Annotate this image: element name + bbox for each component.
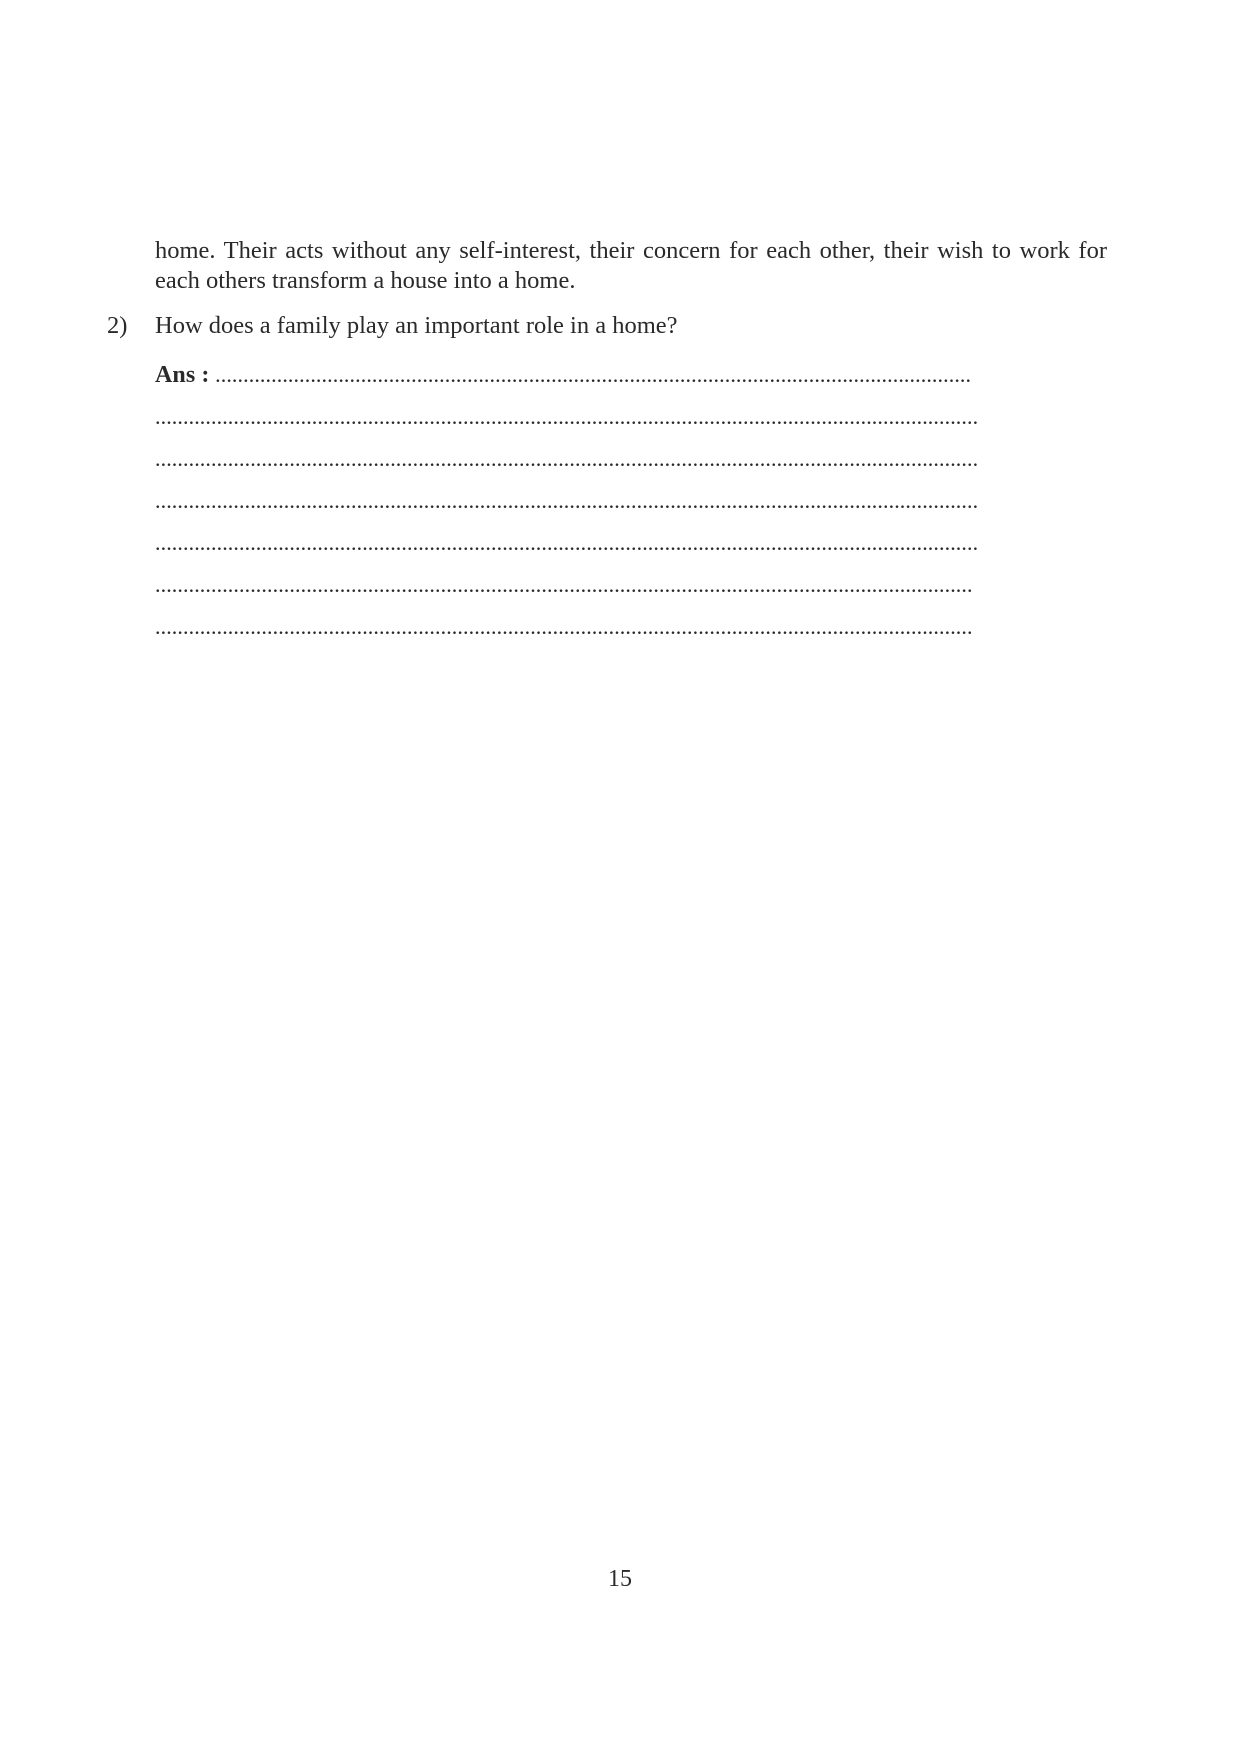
question-number: 2) [107,312,128,339]
answer-line-7: .................................................................................................................................................. [155,614,973,639]
answer-line-1 [155,354,1085,396]
answer-area [155,354,1085,648]
answer-dots: ....................................................................................................................................... [215,362,972,387]
page-number: 15 [608,1566,632,1592]
question-2 [107,311,678,341]
answer-line-2: ................................................................................................................................................... [155,404,979,429]
answer-line-3: ................................................................................................................................................... [155,446,979,471]
question-text: How does a family play an important role in a home? [155,312,678,339]
paragraph-line-1: home. Their acts without any self-interest, their concern for each other, their wish to work for [155,237,1107,264]
answer-line-6: .................................................................................................................................................. [155,572,973,597]
paragraph-line-2: each others transform a house into a home. [155,267,576,294]
continuation-paragraph [155,236,1107,296]
answer-line-5: ................................................................................................................................................... [155,530,979,555]
answer-line-4: ................................................................................................................................................... [155,488,979,513]
answer-label: Ans : [155,362,210,388]
